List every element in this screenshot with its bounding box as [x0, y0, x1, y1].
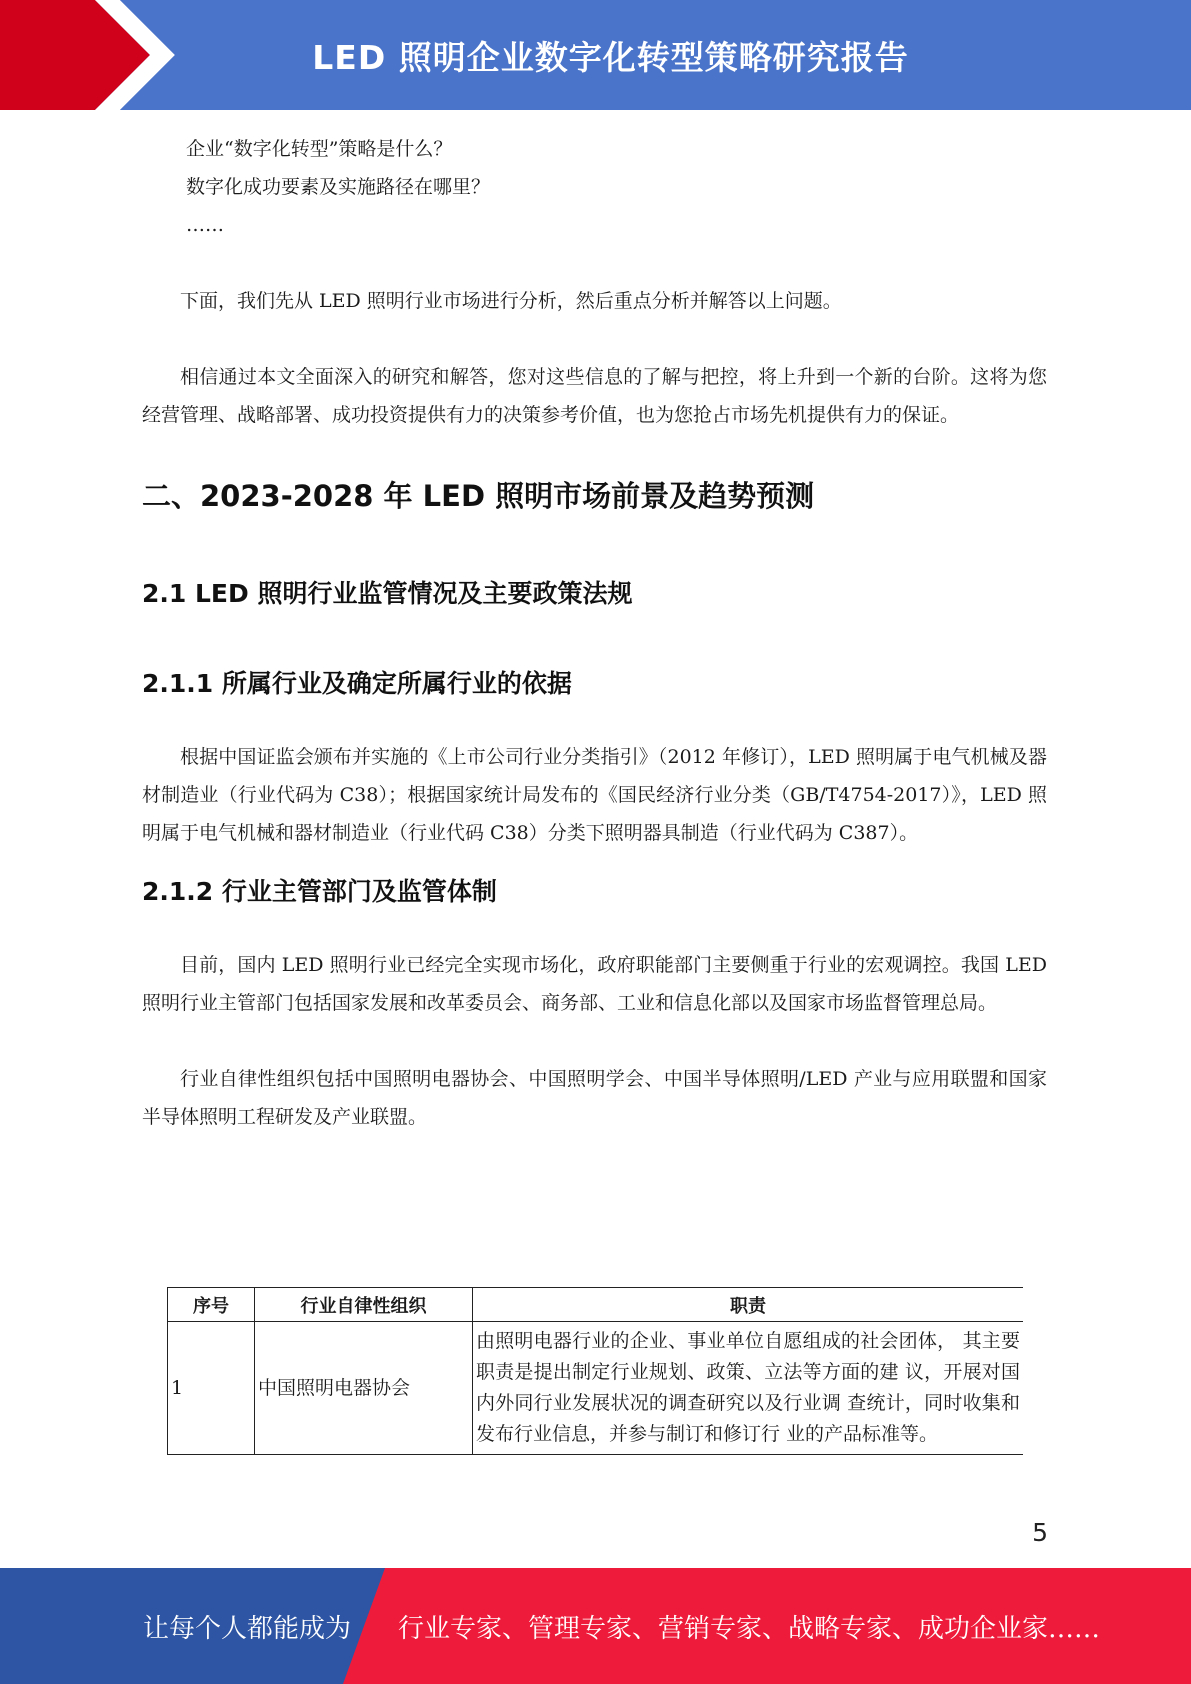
table-row [168, 1322, 1024, 1455]
report-title: LED 照明企业数字化转型策略研究报告 [312, 37, 909, 77]
organizations-table [167, 1287, 1023, 1479]
section-2-1-heading: 2.1 LED 照明行业监管情况及主要政策法规 [142, 579, 633, 608]
footer-slogan-right: 行业专家、管理专家、营销专家、战略专家、成功企业家…… [398, 1613, 1101, 1644]
section-2-heading: 二、2023-2028 年 LED 照明市场前景及趋势预测 [142, 479, 815, 513]
section-2-1-1-heading: 2.1.1 所属行业及确定所属行业的依据 [142, 669, 572, 698]
intro-ellipsis: …… [186, 214, 224, 236]
cell-org: 中国照明电器协会 [255, 1322, 473, 1455]
page-header [0, 0, 1191, 110]
table-header-row [168, 1288, 1024, 1322]
header-org: 行业自律性组织 [255, 1288, 473, 1322]
intro-paragraph-2: 相信通过本文全面深入的研究和解答，您对这些信息的了解与把控，将上升到一个新的台阶。这将为您经营管理、战略部署、成功投资提供有力的决策参考价值，也为您抢占市场先机提供有力的保证。 [142, 366, 1047, 426]
cell-duty: 由照明电器行业的企业、事业单位自愿组成的社会团体， 其主要职责是提出制定行业规划、政策、立法等方面的建 议，开展对国内外同行业发展状况的调查研究以及行业调 查统计，同时收集和发布行业信息，并参与制订和修订行 业的产品标准等。 [473, 1322, 1024, 1455]
intro-question-1: 企业“数字化转型”策略是什么？ [186, 138, 453, 160]
footer-slogan-left: 让每个人都能成为 [143, 1613, 352, 1644]
header-no: 序号 [168, 1288, 255, 1322]
section-2-1-2-paragraph-1: 目前，国内 LED 照明行业已经完全实现市场化，政府职能部门主要侧重于行业的宏观调控。我国 LED 照明行业主管部门包括国家发展和改革委员会、商务部、工业和信息化部以及国家市场监督管理总局。 [142, 954, 1047, 1014]
cell-no: 1 [168, 1322, 255, 1455]
page-number: 5 [1032, 1518, 1048, 1547]
section-2-1-2-heading: 2.1.2 行业主管部门及监管体制 [142, 877, 497, 906]
section-2-1-1-paragraph: 根据中国证监会颁布并实施的《上市公司行业分类指引》（2012 年修订），LED 照明属于电气机械及器材制造业（行业代码为 C38）；根据国家统计局发布的《国民经济行业分类（GB/T4754-2017）》，LED 照明属于电气机械和器材制造业（行业代码 C38）分类下照明器具制造（行业代码为 C387）。 [142, 746, 1047, 844]
header-duty: 职责 [473, 1288, 1024, 1322]
intro-paragraph-1: 下面，我们先从 LED 照明行业市场进行分析，然后重点分析并解答以上问题。 [180, 290, 842, 312]
page-footer [0, 1568, 1191, 1684]
document-body [142, 130, 1047, 1136]
section-2-1-2-paragraph-2: 行业自律性组织包括中国照明电器协会、中国照明学会、中国半导体照明/LED 产业与应用联盟和国家半导体照明工程研发及产业联盟。 [142, 1068, 1047, 1128]
intro-question-2: 数字化成功要素及实施路径在哪里？ [186, 176, 491, 198]
